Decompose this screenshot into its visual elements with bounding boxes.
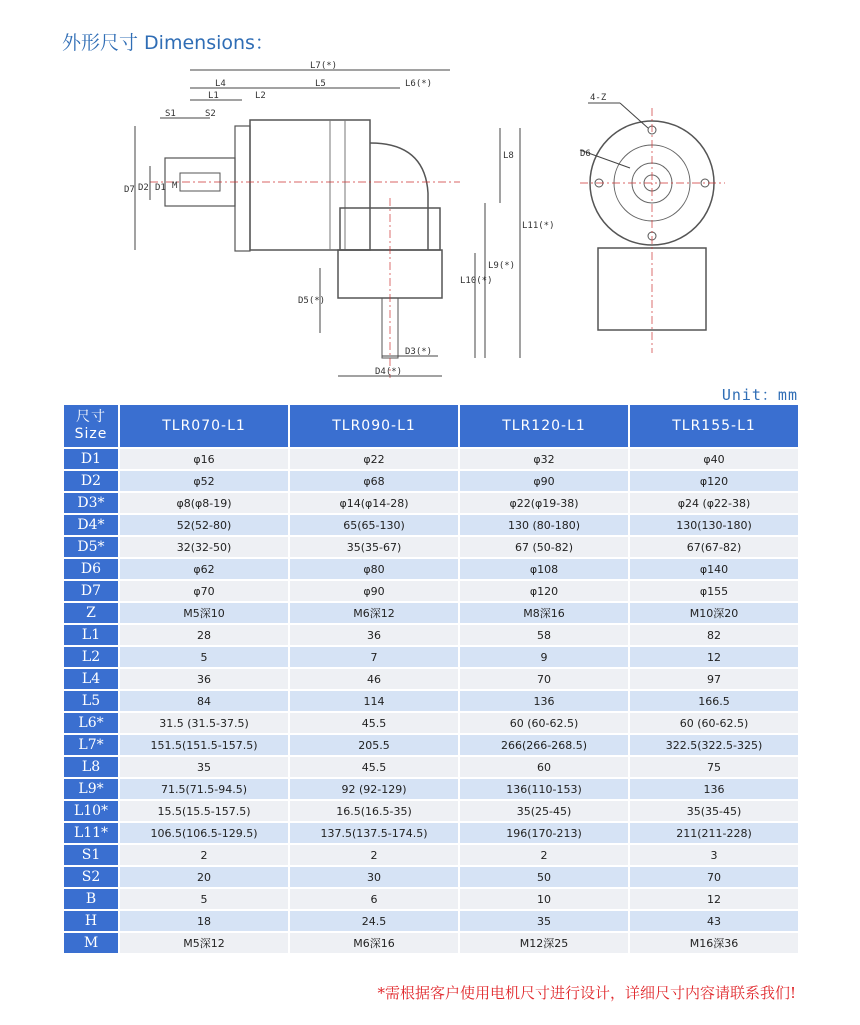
- table-cell: 35: [120, 757, 288, 777]
- table-cell: φ108: [460, 559, 628, 579]
- table-cell: 15.5(15.5-157.5): [120, 801, 288, 821]
- table-cell: 36: [290, 625, 458, 645]
- table-cell: 65(65-130): [290, 515, 458, 535]
- row-label: H: [64, 911, 118, 931]
- table-cell: 12: [630, 889, 798, 909]
- table-cell: 196(170-213): [460, 823, 628, 843]
- row-label: M: [64, 933, 118, 953]
- page-title: 外形尺寸 Dimensions：: [62, 32, 274, 54]
- row-label: S1: [64, 845, 118, 865]
- table-row: [64, 515, 798, 535]
- row-label: D2: [64, 471, 118, 491]
- label-l1: L1: [208, 91, 219, 101]
- table-row: [64, 559, 798, 579]
- label-m: M: [172, 181, 178, 191]
- table-cell: 136: [460, 691, 628, 711]
- row-label: D7: [64, 581, 118, 601]
- row-label: L2: [64, 647, 118, 667]
- table-cell: M10深20: [630, 603, 798, 623]
- table-cell: φ120: [460, 581, 628, 601]
- label-l7: L7(*): [310, 61, 338, 71]
- label-d3: D3(*): [405, 347, 433, 357]
- column-header: TLR070-L1: [120, 405, 288, 447]
- table-row: [64, 471, 798, 491]
- table-cell: 36: [120, 669, 288, 689]
- row-label: B: [64, 889, 118, 909]
- table-row: [64, 823, 798, 843]
- unit-label: Unit：mm: [721, 386, 798, 404]
- column-header: TLR090-L1: [290, 405, 458, 447]
- table-cell: φ32: [460, 449, 628, 469]
- table-cell: φ155: [630, 581, 798, 601]
- table-cell: 60 (60-62.5): [460, 713, 628, 733]
- table-cell: 114: [290, 691, 458, 711]
- row-label: D3*: [64, 493, 118, 513]
- table-cell: φ22: [290, 449, 458, 469]
- row-label: L9*: [64, 779, 118, 799]
- table-cell: φ120: [630, 471, 798, 491]
- table-cell: 9: [460, 647, 628, 667]
- table-cell: 46: [290, 669, 458, 689]
- row-label: D1: [64, 449, 118, 469]
- table-cell: φ68: [290, 471, 458, 491]
- size-header-cn: 尺寸: [76, 409, 106, 425]
- label-l2: L2: [255, 91, 266, 101]
- table-cell: 75: [630, 757, 798, 777]
- table-cell: 35: [460, 911, 628, 931]
- table-cell: 97: [630, 669, 798, 689]
- table-cell: φ70: [120, 581, 288, 601]
- table-cell: φ22(φ19-38): [460, 493, 628, 513]
- table-cell: 151.5(151.5-157.5): [120, 735, 288, 755]
- table-cell: 5: [120, 647, 288, 667]
- label-l11: L11(*): [522, 221, 555, 231]
- table-cell: 31.5 (31.5-37.5): [120, 713, 288, 733]
- table-cell: M6深12: [290, 603, 458, 623]
- label-l10: L10(*): [460, 276, 493, 286]
- table-cell: 7: [290, 647, 458, 667]
- row-label: D5*: [64, 537, 118, 557]
- table-cell: 137.5(137.5-174.5): [290, 823, 458, 843]
- table-row: [64, 911, 798, 931]
- label-d4: D4(*): [375, 367, 403, 377]
- table-cell: 60 (60-62.5): [630, 713, 798, 733]
- label-d1: D1: [155, 183, 166, 193]
- table-cell: 24.5: [290, 911, 458, 931]
- row-label: L7*: [64, 735, 118, 755]
- table-row: [64, 647, 798, 667]
- table-cell: 106.5(106.5-129.5): [120, 823, 288, 843]
- table-cell: 211(211-228): [630, 823, 798, 843]
- row-label: L6*: [64, 713, 118, 733]
- table-row: [64, 801, 798, 821]
- table-row: [64, 735, 798, 755]
- table-cell: φ40: [630, 449, 798, 469]
- table-row: [64, 603, 798, 623]
- label-z: 4-Z: [590, 93, 607, 103]
- table-row: [64, 669, 798, 689]
- table-cell: 82: [630, 625, 798, 645]
- table-cell: 70: [460, 669, 628, 689]
- row-label: L10*: [64, 801, 118, 821]
- table-row: [64, 889, 798, 909]
- table-row: [64, 845, 798, 865]
- table-row: [64, 933, 798, 953]
- table-cell: M5深12: [120, 933, 288, 953]
- table-cell: 35(35-45): [630, 801, 798, 821]
- table-cell: 166.5: [630, 691, 798, 711]
- table-cell: 3: [630, 845, 798, 865]
- label-d6: D6: [580, 149, 591, 159]
- table-cell: 30: [290, 867, 458, 887]
- row-label: D6: [64, 559, 118, 579]
- table-cell: M5深10: [120, 603, 288, 623]
- table-header-row: [64, 405, 798, 447]
- table-cell: 266(266-268.5): [460, 735, 628, 755]
- table-cell: 67 (50-82): [460, 537, 628, 557]
- table-cell: φ80: [290, 559, 458, 579]
- label-l8: L8: [503, 151, 514, 161]
- row-label: S2: [64, 867, 118, 887]
- table-cell: φ140: [630, 559, 798, 579]
- table-cell: 136: [630, 779, 798, 799]
- label-l6: L6(*): [405, 79, 433, 89]
- row-label: L8: [64, 757, 118, 777]
- table-row: [64, 493, 798, 513]
- column-header: TLR120-L1: [460, 405, 628, 447]
- row-label: D4*: [64, 515, 118, 535]
- label-l9: L9(*): [488, 261, 516, 271]
- table-row: [64, 713, 798, 733]
- table-cell: 60: [460, 757, 628, 777]
- table-cell: 67(67-82): [630, 537, 798, 557]
- table-cell: 205.5: [290, 735, 458, 755]
- table-cell: 35(35-67): [290, 537, 458, 557]
- table-cell: 52(52-80): [120, 515, 288, 535]
- table-cell: 10: [460, 889, 628, 909]
- table-cell: φ14(φ14-28): [290, 493, 458, 513]
- table-cell: 45.5: [290, 713, 458, 733]
- table-cell: φ62: [120, 559, 288, 579]
- table-cell: 35(25-45): [460, 801, 628, 821]
- table-cell: 92 (92-129): [290, 779, 458, 799]
- label-l5: L5: [315, 79, 326, 89]
- table-cell: M8深16: [460, 603, 628, 623]
- table-cell: φ24 (φ22-38): [630, 493, 798, 513]
- table-cell: 130 (80-180): [460, 515, 628, 535]
- table-cell: 136(110-153): [460, 779, 628, 799]
- table-row: [64, 625, 798, 645]
- table-cell: 5: [120, 889, 288, 909]
- table-cell: 6: [290, 889, 458, 909]
- row-label: L5: [64, 691, 118, 711]
- table-cell: φ90: [460, 471, 628, 491]
- table-cell: 70: [630, 867, 798, 887]
- table-cell: 50: [460, 867, 628, 887]
- table-cell: φ16: [120, 449, 288, 469]
- table-cell: 2: [120, 845, 288, 865]
- table-cell: M6深16: [290, 933, 458, 953]
- size-header-en: Size: [74, 426, 108, 442]
- table-row: [64, 867, 798, 887]
- size-header: [64, 405, 118, 447]
- table-cell: 43: [630, 911, 798, 931]
- table-row: [64, 779, 798, 799]
- label-l4: L4: [215, 79, 226, 89]
- label-d5: D5(*): [298, 296, 326, 306]
- table-cell: 20: [120, 867, 288, 887]
- table-cell: M16深36: [630, 933, 798, 953]
- table-row: [64, 757, 798, 777]
- table-row: [64, 691, 798, 711]
- label-d2: D2: [138, 183, 149, 193]
- table-row: [64, 449, 798, 469]
- label-s2: S2: [205, 109, 216, 119]
- table-cell: 322.5(322.5-325): [630, 735, 798, 755]
- table-cell: 32(32-50): [120, 537, 288, 557]
- row-label: L11*: [64, 823, 118, 843]
- table-cell: M12深25: [460, 933, 628, 953]
- table-cell: 28: [120, 625, 288, 645]
- table-row: [64, 537, 798, 557]
- row-label: L4: [64, 669, 118, 689]
- table-cell: 2: [460, 845, 628, 865]
- table-cell: φ52: [120, 471, 288, 491]
- table-cell: 18: [120, 911, 288, 931]
- table-cell: 130(130-180): [630, 515, 798, 535]
- table-cell: 2: [290, 845, 458, 865]
- label-d7: D7: [124, 185, 135, 195]
- table-cell: 84: [120, 691, 288, 711]
- row-label: L1: [64, 625, 118, 645]
- table-cell: φ8(φ8-19): [120, 493, 288, 513]
- table-cell: φ90: [290, 581, 458, 601]
- table-cell: 16.5(16.5-35): [290, 801, 458, 821]
- table-cell: 12: [630, 647, 798, 667]
- footer-note: *需根据客户使用电机尺寸进行设计，详细尺寸内容请联系我们!: [377, 984, 796, 1002]
- column-header: TLR155-L1: [630, 405, 798, 447]
- dimension-table: [62, 403, 800, 955]
- table-row: [64, 581, 798, 601]
- dimension-drawing: [120, 58, 740, 388]
- table-cell: 58: [460, 625, 628, 645]
- table-cell: 71.5(71.5-94.5): [120, 779, 288, 799]
- row-label: Z: [64, 603, 118, 623]
- table-cell: 45.5: [290, 757, 458, 777]
- label-s1: S1: [165, 109, 176, 119]
